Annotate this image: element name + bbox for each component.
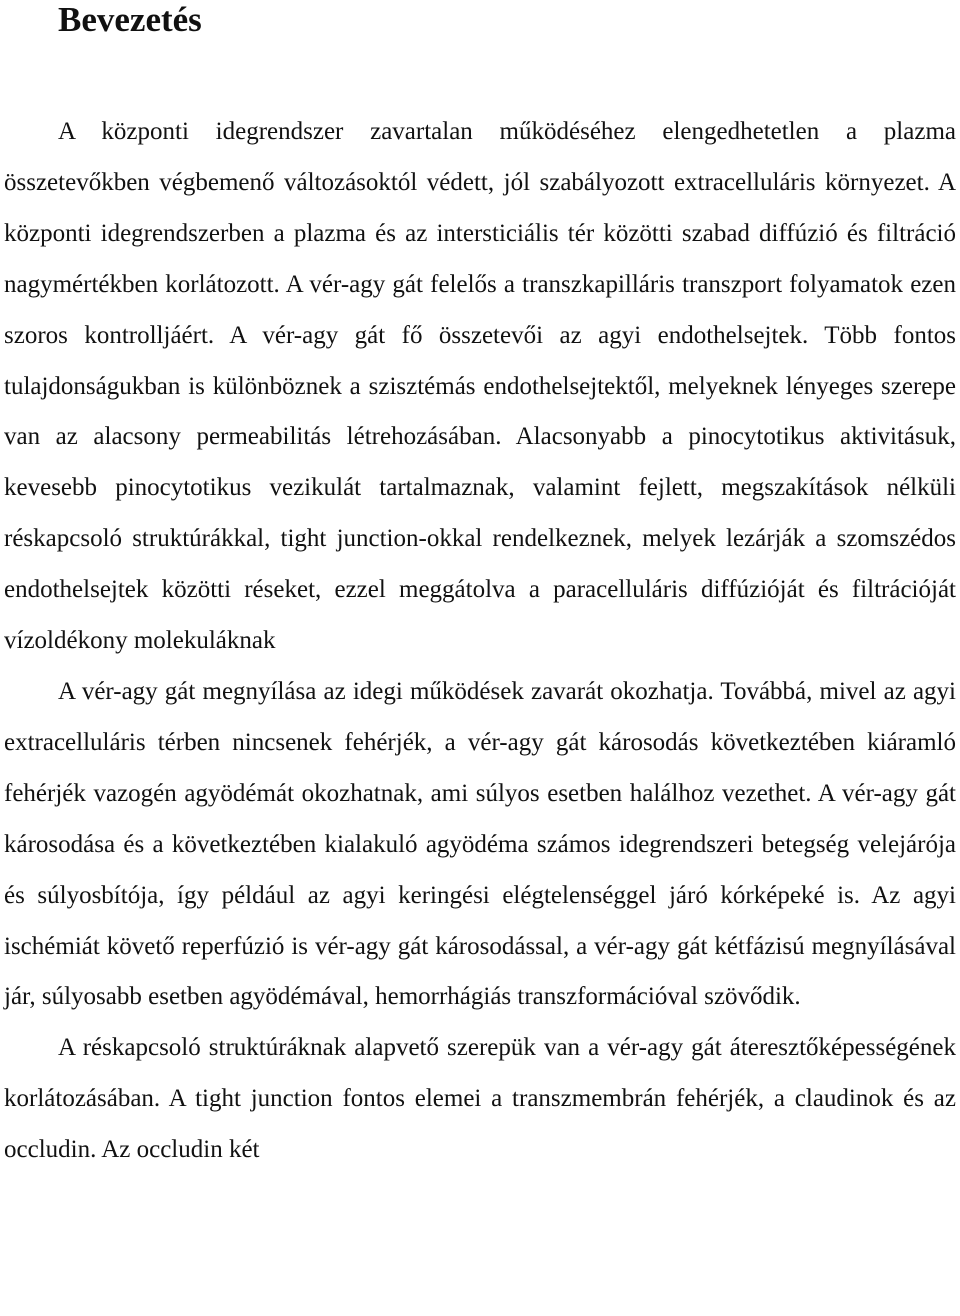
- section-heading: Bevezetés: [58, 0, 202, 39]
- paragraph-3: A réskapcsoló struktúráknak alapvető szerepük van a vér-agy gát áteresztőképességének korlátozásában. A tight junction fontos elemei a transzmembrán fehérjék, a claudinok és az occludin. Az occludin két: [4, 1034, 956, 1164]
- body-text: [4, 107, 956, 1176]
- paragraph-1: A központi idegrendszer zavartalan működéséhez elengedhetetlen a plazma összetevőkben végbemenő változásoktól védett, jól szabályozott extracelluláris környezet. A központi idegrendszerben a plazma és az intersticiális tér közötti szabad diffúzió és filtráció nagymértékben korlátozott. A vér-agy gát felelős a transzkapilláris transzport folyamatok ezen szoros kontrolljáért. A vér-agy gát fő összetevői az agyi endothelsejtek. Több fontos tulajdonságukban is különböznek a szisztémás endothelsejtektől, melyeknek lényeges szerepe van az alacsony permeabilitás létrehozásában. Alacsonyabb a pinocytotikus aktivitásuk, kevesebb pinocytotikus vezikulát tartalmaznak, valamint fejlett, megszakítások nélküli réskapcsoló struktúrákkal, tight junction-okkal rendelkeznek, melyek lezárják a szomszédos endothelsejtek közötti réseket, ezzel meggátolva a paracelluláris diffúzióját és filtrációját vízoldékony molekuláknak: [4, 118, 956, 655]
- document-page: [4, 0, 956, 1176]
- paragraph-2: A vér-agy gát megnyílása az idegi működések zavarát okozhatja. Továbbá, mivel az agyi extracelluláris térben nincsenek fehérjék, a vér-agy gát károsodás következtében kiáramló fehérjék vazogén agyödémát okozhatnak, ami súlyos esetben halálhoz vezethet. A vér-agy gát károsodása és a következtében kialakuló agyödéma számos idegrendszeri betegség velejárója és súlyosbítója, így például az agyi keringési elégtelenséggel járó kórképeké is. Az agyi ischémiát követő reperfúzió is vér-agy gát károsodással, a vér-agy gát kétfázisú megnyílásával jár, súlyosabb esetben agyödémával, hemorrhágiás transzformációval szövődik.: [4, 677, 956, 1011]
